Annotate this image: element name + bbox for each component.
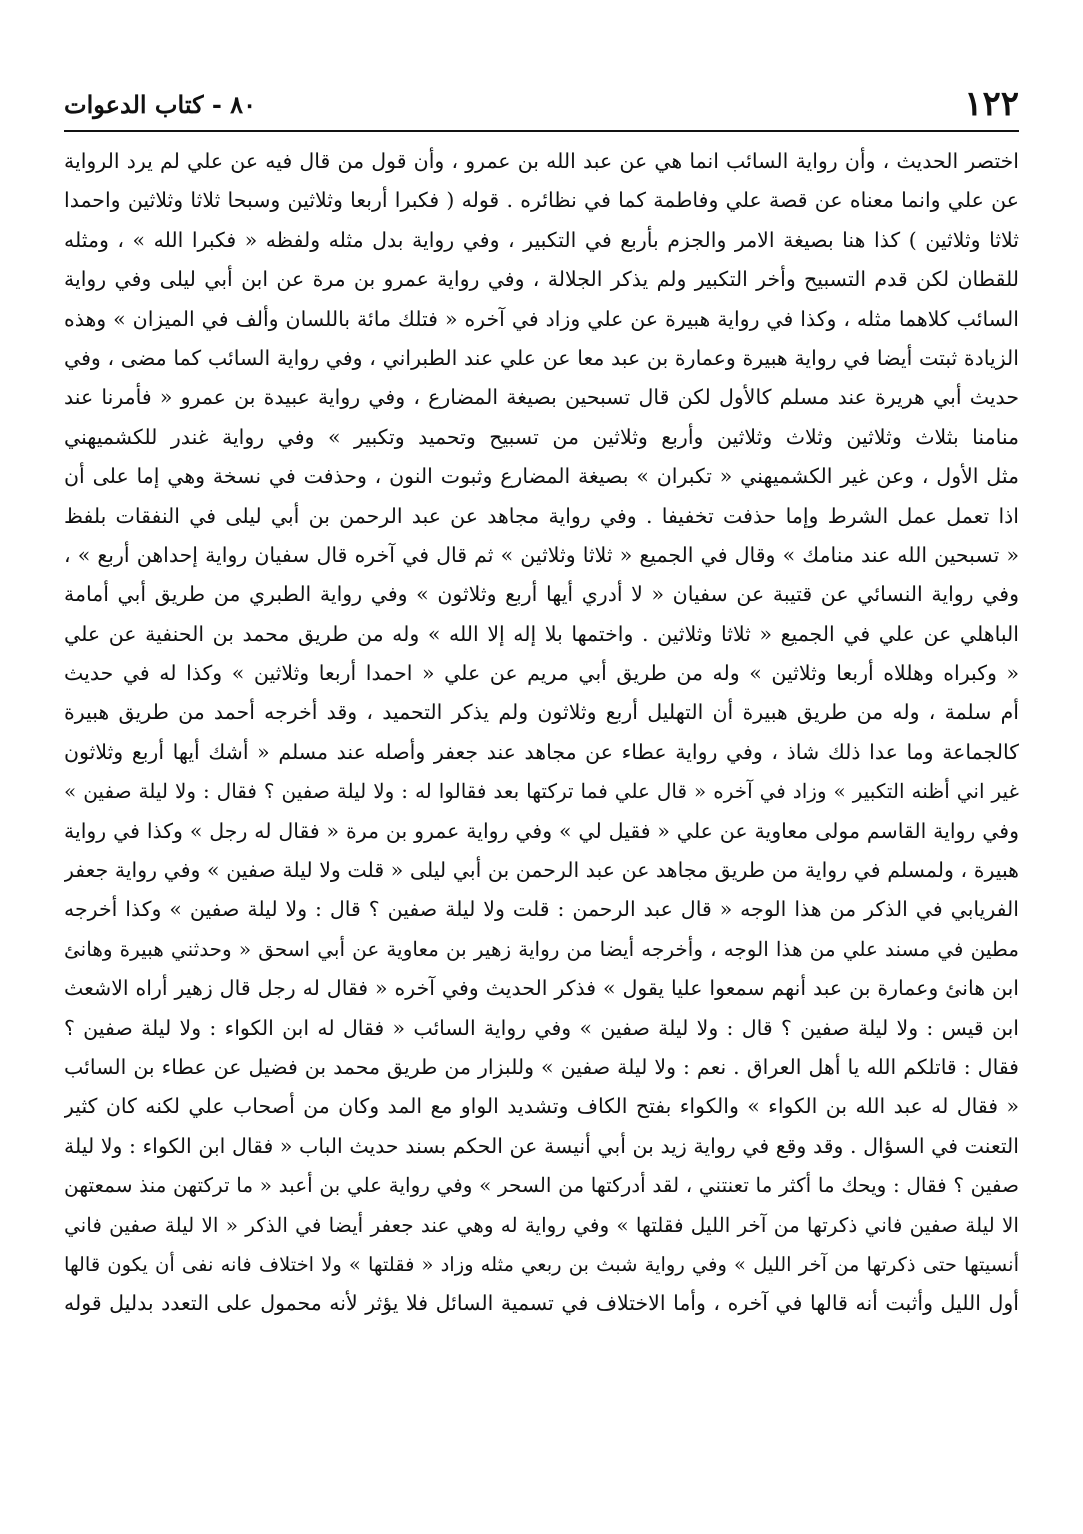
text-line: هبيرة ، ولمسلم في رواية من طريق مجاهد عن عبد الرحمن بن أبي ليلى « قلت ولا ليلة صفين » وفي رواية جعفر — [64, 858, 1019, 883]
header-rule — [64, 130, 1019, 132]
text-line: فقال : قاتلكم الله يا أهل العراق . نعم : ولا ليلة صفين » وللبزار من طريق محمد بن فضيل عن عطاء بن السائب — [64, 1054, 1019, 1079]
page-number: ١٢٢ — [964, 84, 1019, 124]
text-line: الا ليلة صفين فاني ذكرتها من آخر الليل فقلتها » وفي رواية له وهي عند جعفر أيضا في الذكر « الا ليلة صفين فاني — [64, 1212, 1019, 1237]
text-line: « تسبحين الله عند منامك » وقال في الجميع « ثلاثا وثلاثين » ثم قال في آخره قال سفيان رواية إحداهن أربع » ، — [64, 542, 1019, 567]
body-text — [64, 142, 1019, 1438]
text-line: للقطان لكن قدم التسبيح وأخر التكبير ولم يذكر الجلالة ، وفي رواية عمرو بن مرة عن ابن أبي ليلى وفي رواية — [64, 267, 1019, 292]
text-line: التعنت في السؤال . وقد وقع في رواية زيد بن أبي أنيسة عن الحكم بسند حديث الباب « فقال ابن الكواء : ولا ليلة — [64, 1133, 1019, 1158]
book-title: ٨٠ - كتاب الدعوات — [64, 89, 256, 119]
text-line: أنسيتها حتى ذكرتها من آخر الليل » وفي رواية شبث بن ربعي مثله وزاد « فقلتها » ولا اختلاف فانه نفى أن يكون قالها — [64, 1252, 1019, 1276]
text-line: صفين ؟ فقال : ويحك ما أكثر ما تعنتني ، لقد أدركتها من السحر » وفي رواية علي بن أعبد « ما تركتهن منذ سمعتهن — [64, 1173, 1019, 1198]
text-line: الفريابي في الذكر من هذا الوجه « قال عبد الرحمن : قلت ولا ليلة صفين ؟ قال : ولا ليلة صفين » وكذا أخرجه — [64, 897, 1019, 922]
text-line: مطين في مسند علي من هذا الوجه ، وأخرجه أيضا من رواية زهير بن معاوية عن أبي اسحق « وحدثني هبيرة وهانئ — [64, 936, 1019, 961]
text-line: أول الليل وأثبت أنه قالها في آخره ، وأما الاختلاف في تسمية السائل فلا يؤثر لأنه محمول على التعدد بدليل قوله — [64, 1291, 1019, 1316]
text-line: الزيادة ثبتت أيضا في رواية هبيرة وعمارة بن عبد معا عن علي عند الطبراني ، وفي رواية السائب كما مضى ، وفي — [64, 345, 1019, 370]
text-line: اذا تعمل عمل الشرط وإما حذفت تخفيفا . وفي رواية مجاهد عن عبد الرحمن بن أبي ليلى في النفقات بلفظ — [64, 503, 1019, 528]
text-line: ابن قيس : ولا ليلة صفين ؟ قال : ولا ليلة صفين » وفي رواية السائب « فقال له ابن الكواء : ولا ليلة صفين ؟ — [64, 1015, 1019, 1040]
text-line: حديث أبي هريرة عند مسلم كالأول لكن قال تسبحين بصيغة المضارع ، وفي رواية عبيدة بن عمرو « فأمرنا عند — [64, 385, 1019, 410]
text-line: ثلاثا وثلاثين ) كذا هنا بصيغة الامر والجزم بأربع في التكبير ، وفي رواية بدل مثله ولفظه « فكبرا الله » ، ومثله — [64, 227, 1019, 252]
text-line: الباهلي عن علي في الجميع « ثلاثا وثلاثين . واختمها بلا إله إلا الله » وله من طريق محمد بن الحنفية عن علي — [64, 621, 1019, 646]
text-line: منامنا بثلاث وثلاثين وثلاث وثلاثين وأربع وثلاثين من تسبيح وتحميد وتكبير » وفي رواية غندر للكشميهني — [64, 424, 1019, 449]
text-line: مثل الأول ، وعن غير الكشميهني « تكبران » بصيغة المضارع وثبوت النون ، وحذفت في نسخة وهي إما على أن — [64, 464, 1019, 489]
text-line: وفي رواية النسائي عن قتيبة عن سفيان « لا أدري أيها أربع وثلاثون » وفي رواية الطبري من طريق أبي أمامة — [64, 582, 1019, 607]
running-head — [64, 84, 1019, 124]
text-line: « فقال له عبد الله بن الكواء » والكواء بفتح الكاف وتشديد الواو مع المد وكان من أصحاب علي لكنه كان كثير — [64, 1094, 1019, 1119]
text-line: ابن هانئ وعمارة بن عبد أنهم سمعوا عليا يقول » فذكر الحديث وفي آخره « فقال له رجل قال زهير أراه الاشعث — [64, 976, 1019, 1001]
text-line: أم سلمة ، وله من طريق هبيرة أن التهليل أربع وثلاثون ولم يذكر التحميد ، وقد أخرجه أحمد من طريق هبيرة — [64, 700, 1019, 725]
text-line: اختصر الحديث ، وأن رواية السائب انما هي عن عبد الله بن عمرو ، وأن قول من قال فيه عن علي لم يرد الرواية — [64, 149, 1019, 173]
text-line: كالجماعة وما عدا ذلك شاذ ، وفي رواية عطاء عن مجاهد عند جعفر وأصله عند مسلم « أشك أيها أربع وثلاثون — [64, 739, 1019, 764]
text-line: وفي رواية القاسم مولى معاوية عن علي « فقيل لي » وفي رواية عمرو بن مرة « فقال له رجل » وكذا في رواية — [64, 818, 1019, 843]
text-line: السائب كلاهما مثله ، وكذا في رواية هبيرة عن علي وزاد في آخره « فتلك مائة باللسان وألف في الميزان » وهذه — [64, 306, 1019, 331]
text-line: « وكبراه وهللاه أربعا وثلاثين » وله من طريق أبي مريم عن علي « احمدا أربعا وثلاثين » وكذا له في حديث — [64, 661, 1019, 686]
text-line: غير اني أظنه التكبير » وزاد في آخره « قال علي فما تركتها بعد فقالوا له : ولا ليلة صفين ؟ فقال : ولا ليلة صفين » — [64, 779, 1019, 804]
text-line: عن علي وانما معناه عن قصة علي وفاطمة كما في نظائره . قوله ( فكبرا أربعا وثلاثين وسبحا ثلاثا وثلاثين واحمدا — [64, 188, 1019, 213]
